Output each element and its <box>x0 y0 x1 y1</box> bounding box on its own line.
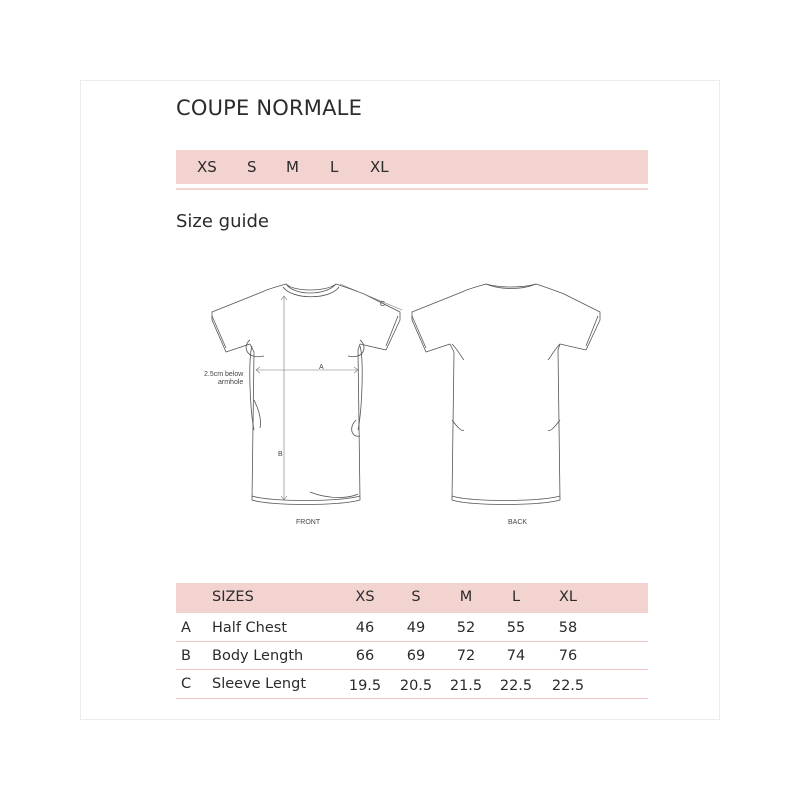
back-label: BACK <box>508 519 528 526</box>
table-cell: 74 <box>506 648 526 664</box>
table-cell: 72 <box>456 648 476 664</box>
row-divider <box>176 698 648 699</box>
table-header-s: S <box>411 589 421 605</box>
row-label: Half Chest <box>212 620 288 636</box>
page-title: COUPE NORMALE <box>176 96 363 120</box>
table-header-l: L <box>511 589 521 605</box>
size-guide-heading: Size guide <box>176 211 270 232</box>
size-selector-underline <box>176 188 648 190</box>
size-option-s[interactable]: S <box>247 158 257 176</box>
table-cell: 58 <box>558 620 578 636</box>
size-option-xl[interactable]: XL <box>370 158 389 176</box>
size-option-l[interactable]: L <box>330 158 339 176</box>
size-option-xs[interactable]: XS <box>197 158 217 176</box>
measurement-lines <box>256 284 402 500</box>
table-cell: 46 <box>355 620 375 636</box>
table-cell: 76 <box>558 648 578 664</box>
armhole-note-line2: armhole <box>218 379 244 386</box>
armhole-note-line1: 2.5cm below <box>204 371 244 378</box>
row-label: Body Length <box>212 648 304 664</box>
table-cell: 22.5 <box>499 678 533 694</box>
table-cell: 66 <box>355 648 375 664</box>
table-cell: 20.5 <box>399 678 433 694</box>
table-header-sizes: SIZES <box>212 589 254 605</box>
table-cell: 21.5 <box>449 678 483 694</box>
table-cell: 22.5 <box>551 678 585 694</box>
table-cell: 19.5 <box>348 678 382 694</box>
row-divider <box>176 641 648 642</box>
table-header-xl: XL <box>558 589 577 605</box>
row-key: A <box>181 620 191 636</box>
tshirt-back-outline <box>412 284 600 505</box>
row-key: B <box>181 648 191 664</box>
size-option-m[interactable]: M <box>286 158 299 176</box>
table-cell: 55 <box>506 620 526 636</box>
table-cell: 52 <box>456 620 476 636</box>
table-header-xs: XS <box>355 589 375 605</box>
table-header-m: M <box>459 589 473 605</box>
measure-label-c: C <box>380 301 386 308</box>
table-cell: 69 <box>406 648 426 664</box>
tshirt-diagram <box>190 270 630 540</box>
row-key: C <box>181 676 192 692</box>
row-divider <box>176 669 648 670</box>
measure-label-b: B <box>278 451 283 458</box>
measure-label-a: A <box>319 364 324 371</box>
table-cell: 49 <box>406 620 426 636</box>
tshirt-front-outline <box>212 284 400 505</box>
front-label: FRONT <box>296 519 321 526</box>
row-label: Sleeve Lengt <box>212 676 307 692</box>
